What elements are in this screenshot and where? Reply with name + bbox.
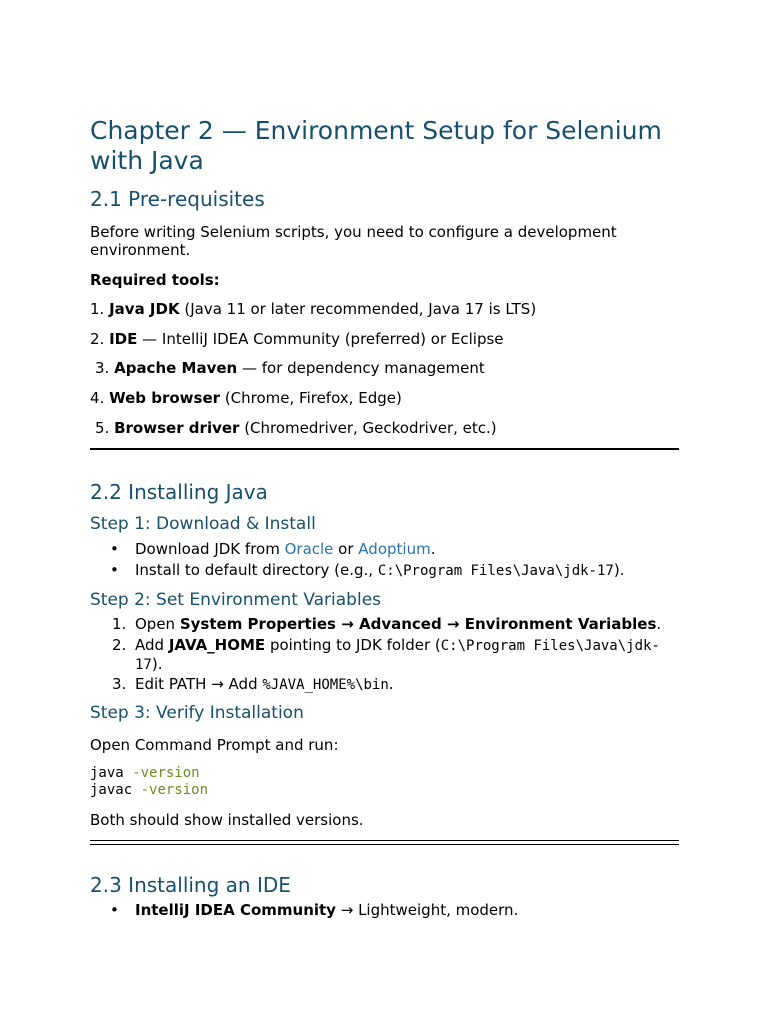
adoptium-link[interactable]: Adoptium [358, 540, 431, 558]
bullet-marker: • [110, 561, 119, 579]
section-divider [90, 448, 679, 450]
step2-num-3: 3. [112, 675, 127, 693]
s21-intro: Before writing Selenium scripts, you need to configure a development environment. [90, 223, 617, 259]
bullet-marker: • [110, 540, 119, 558]
step2-num-1: 1. [112, 615, 127, 633]
tool-item-2: 2. IDE — IntelliJ IDEA Community (preferred) or Eclipse [90, 330, 504, 348]
step3-heading: Step 3: Verify Installation [90, 703, 304, 723]
step1-bullet-2: Install to default directory (e.g., C:\Program Files\Java\jdk-17). [135, 561, 625, 579]
required-tools-label: Required tools: [90, 271, 220, 289]
step2-item-2: Add JAVA_HOME pointing to JDK folder (C:\Program Files\Java\jdk- 17). [135, 636, 660, 673]
step1-heading: Step 1: Download & Install [90, 514, 316, 534]
step1-bullet-1: Download JDK from Oracle or Adoptium. [135, 540, 436, 558]
step2-item-3: Edit PATH → Add %JAVA_HOME%\bin. [135, 675, 394, 693]
ide-bullet-1: IntelliJ IDEA Community → Lightweight, modern. [135, 901, 519, 919]
code-line-1: java -version [90, 765, 200, 781]
bullet-marker: • [110, 901, 119, 919]
section-heading-2-2: 2.2 Installing Java [90, 480, 268, 504]
page-title: Chapter 2 — Environment Setup for Selenium with Java [90, 116, 662, 175]
step2-item-1: Open System Properties → Advanced → Environment Variables. [135, 615, 662, 633]
step3-outro: Both should show installed versions. [90, 811, 364, 829]
step2-heading: Step 2: Set Environment Variables [90, 590, 382, 610]
tool-item-3: 3. Apache Maven — for dependency management [95, 359, 485, 377]
tool-item-4: 4. Web browser (Chrome, Firefox, Edge) [90, 389, 402, 407]
section-heading-2-3: 2.3 Installing an IDE [90, 873, 291, 897]
oracle-link[interactable]: Oracle [284, 540, 334, 558]
code-line-2: javac -version [90, 782, 209, 798]
tool-item-1: 1. Java JDK (Java 11 or later recommended, Java 17 is LTS) [90, 300, 537, 318]
section-heading-2-1: 2.1 Pre-requisites [90, 187, 265, 211]
step2-num-2: 2. [112, 636, 127, 654]
section-divider-double [90, 840, 679, 845]
tool-item-5: 5. Browser driver (Chromedriver, Geckodriver, etc.) [95, 419, 497, 437]
code-block [90, 765, 208, 799]
step3-intro: Open Command Prompt and run: [90, 736, 339, 754]
